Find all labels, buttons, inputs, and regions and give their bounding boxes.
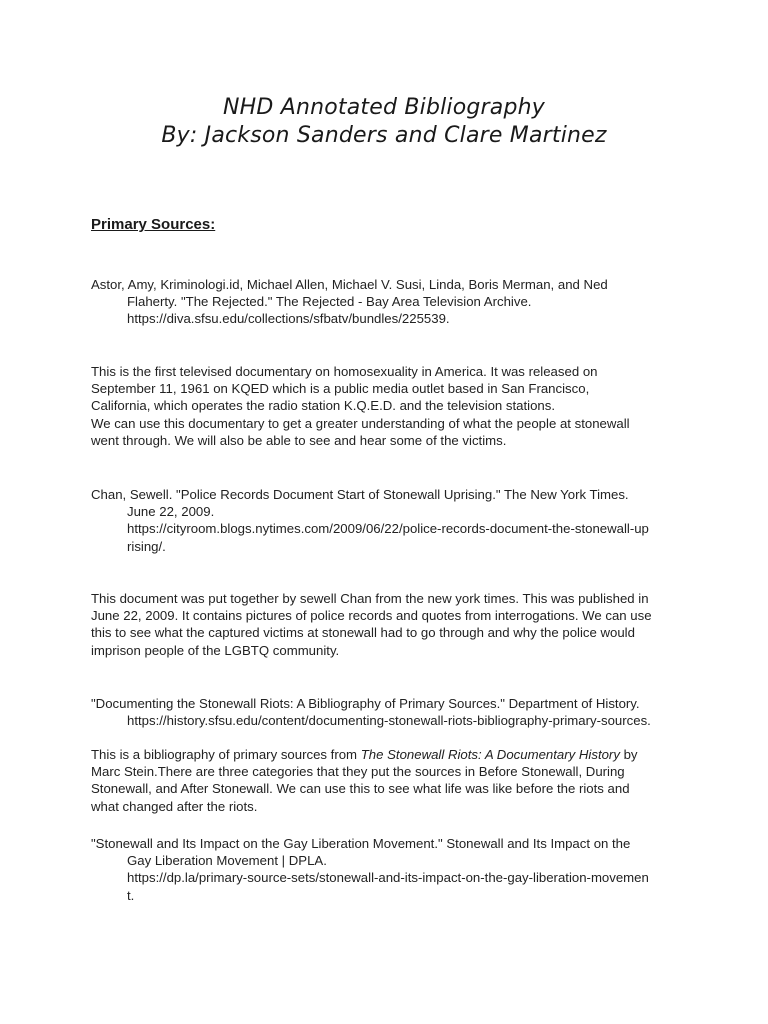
citation-url: https://diva.sfsu.edu/collections/sfbatv/bundles/225539.: [127, 311, 450, 327]
citation-line: "Documenting the Stonewall Riots: A Bibliography of Primary Sources." Department of History.: [91, 696, 640, 711]
citation-entry: [91, 486, 691, 555]
annotation-line: We can use this documentary to get a greater understanding of what the people at stonewall: [91, 415, 630, 431]
annotation-text: This is a bibliography of primary sources from: [91, 747, 361, 762]
annotation-line: This is the first televised documentary on homosexuality in America. It was released on: [91, 364, 598, 379]
annotation-line: went through. We will also be able to see and hear some of the victims.: [91, 432, 507, 448]
citation-url: https://cityroom.blogs.nytimes.com/2009/06/22/police-records-document-the-stonewall-up: [127, 521, 649, 537]
annotation-line: Stonewall, and After Stonewall. We can use this to see what life was like before the riots and: [91, 781, 630, 797]
annotation-line: imprison people of the LGBTQ community.: [91, 642, 340, 658]
annotation-line: this to see what the captured victims at stonewall had to go through and why the police would: [91, 625, 635, 641]
document-authors: By: Jackson Sanders and Clare Martinez: [161, 123, 607, 148]
citation-entry: [91, 835, 691, 904]
annotation-line: [91, 746, 691, 763]
citation-url: https://dp.la/primary-source-sets/stonewall-and-its-impact-on-the-gay-liberation-movemen: [127, 870, 649, 886]
document-title: NHD Annotated Bibliography: [222, 95, 546, 120]
annotation-line: June 22, 2009. It contains pictures of police records and quotes from interrogations. We can use: [91, 608, 652, 624]
section-heading-primary-sources: Primary Sources:: [91, 216, 216, 233]
book-title-italic: The Stonewall Riots: A Documentary History: [360, 747, 620, 762]
annotation-paragraph: [91, 590, 691, 659]
annotation-line: what changed after the riots.: [91, 798, 258, 814]
citation-line: June 22, 2009.: [127, 504, 215, 520]
annotation-line: California, which operates the radio station K.Q.E.D. and the television stations.: [91, 398, 556, 414]
annotation-line: September 11, 1961 on KQED which is a public media outlet based in San Francisco,: [91, 381, 590, 397]
annotation-line: Marc Stein.There are three categories that they put the sources in Before Stonewall, During: [91, 764, 625, 780]
citation-line: Flaherty. "The Rejected." The Rejected - Bay Area Television Archive.: [127, 294, 532, 310]
citation-url: rising/.: [127, 538, 166, 554]
citation-line: "Stonewall and Its Impact on the Gay Liberation Movement." Stonewall and Its Impact on the: [91, 836, 631, 851]
annotation-paragraph: [91, 363, 691, 449]
annotation-line: This document was put together by sewell Chan from the new york times. This was published in: [91, 591, 649, 606]
annotation-text: by: [619, 747, 638, 762]
citation-url: https://history.sfsu.edu/content/documenting-stonewall-riots-bibliography-primary-sources.: [127, 713, 651, 729]
annotation-paragraph: [91, 746, 691, 815]
citation-entry: [91, 695, 691, 729]
citation-line: Gay Liberation Movement | DPLA.: [127, 853, 327, 869]
citation-url: t.: [127, 887, 135, 903]
citation-entry: [91, 276, 691, 328]
citation-line: Astor, Amy, Kriminologi.id, Michael Allen, Michael V. Susi, Linda, Boris Merman, and Ned: [91, 277, 608, 292]
citation-line: Chan, Sewell. "Police Records Document Start of Stonewall Uprising." The New York Times.: [91, 487, 629, 502]
